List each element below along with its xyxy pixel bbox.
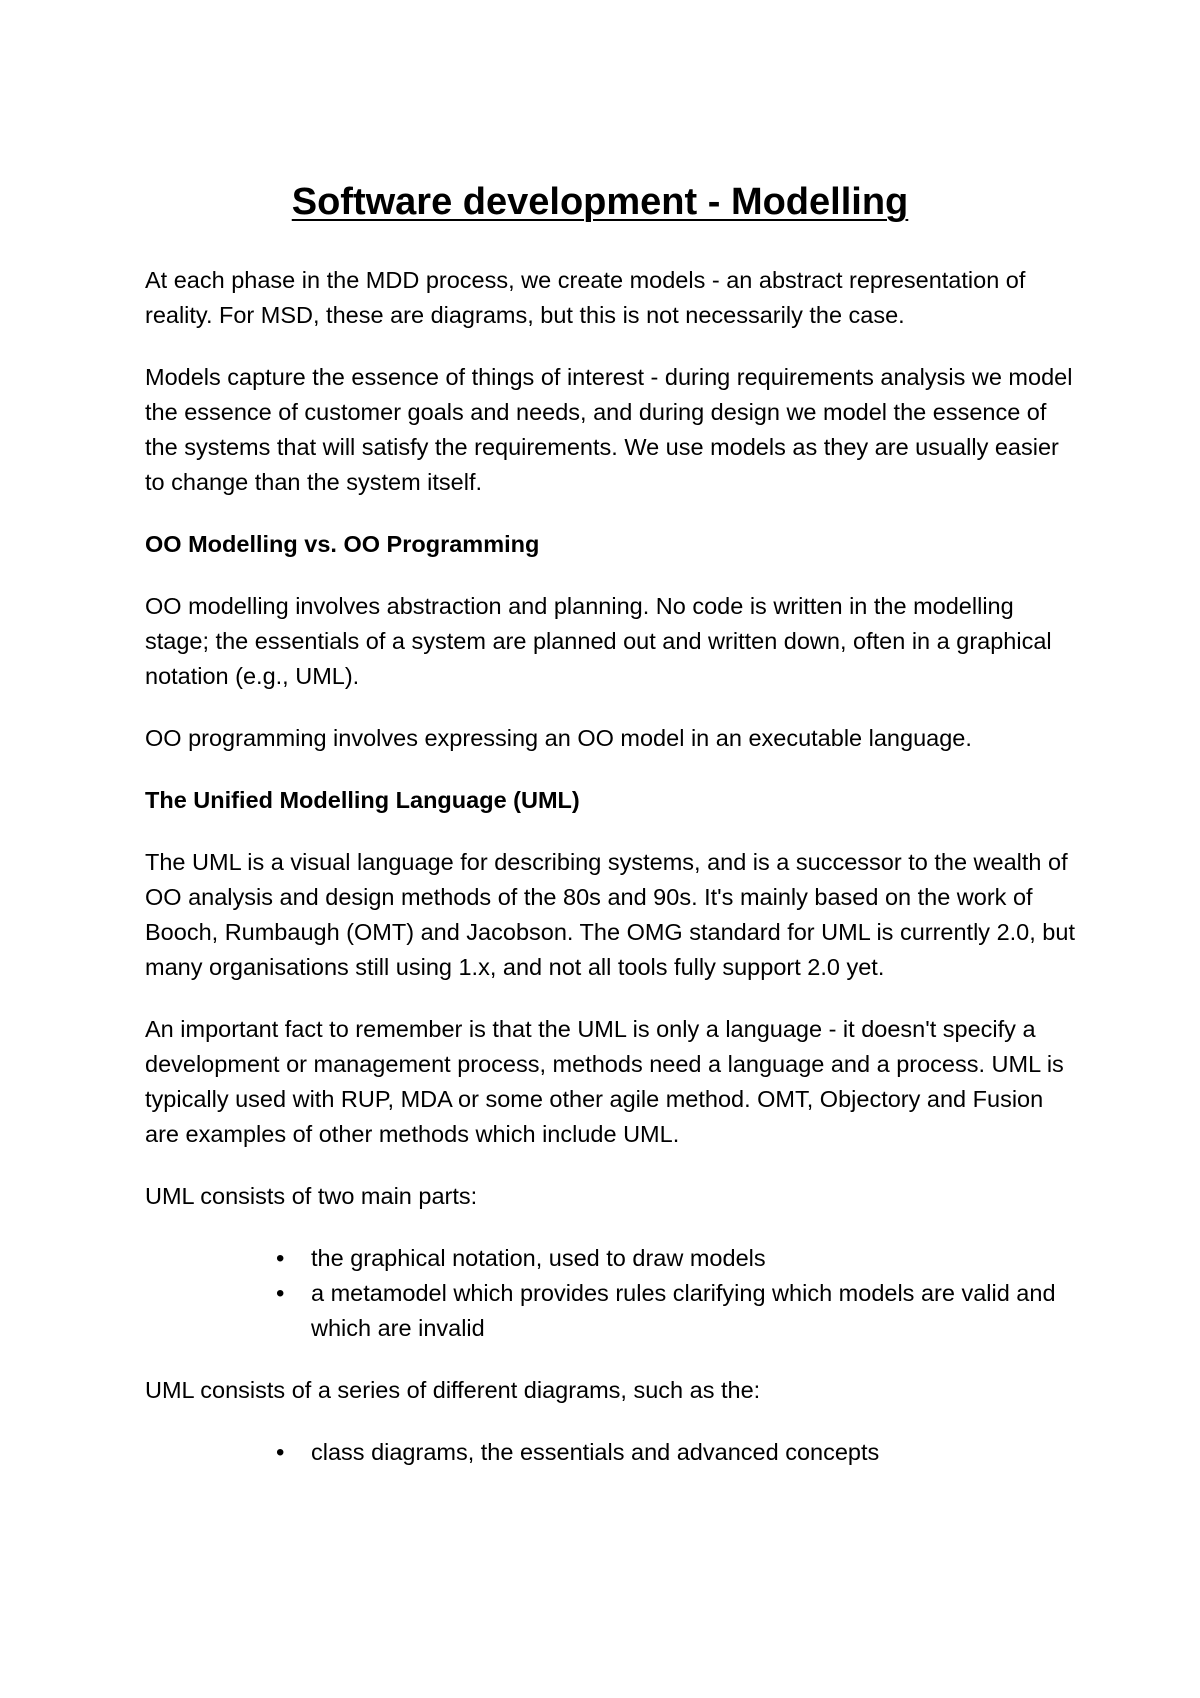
list-item bbox=[276, 1435, 1075, 1470]
paragraph-uml-only-language: An important fact to remember is that the UML is only a language - it doesn't specify a development or management process, methods need a language and a process. UML is typically used with RUP, MDA or some other agile method. OMT, Objectory and Fusion are examples of other methods which include UML. bbox=[145, 1016, 1064, 1147]
bullet-icon: • bbox=[276, 1245, 285, 1272]
paragraph-models-capture: Models capture the essence of things of interest - during requirements analysis we model the essence of customer goals and needs, and during design we model the essence of the systems that will satisfy the requirements. We use models as they are usually easier to change than the system itself. bbox=[145, 364, 1073, 495]
paragraph-uml-diagrams: UML consists of a series of different diagrams, such as the: bbox=[145, 1377, 761, 1403]
paragraph-mdd-models: At each phase in the MDD process, we create models - an abstract representation of reality. For MSD, these are diagrams, but this is not necessarily the case. bbox=[145, 267, 1026, 328]
paragraph-oo-modelling: OO modelling involves abstraction and planning. No code is written in the modelling stage; the essentials of a system are planned out and written down, often in a graphical notation (e.g., UML). bbox=[145, 593, 1052, 689]
list-item-text: class diagrams, the essentials and advanced concepts bbox=[311, 1439, 880, 1465]
document-body bbox=[145, 263, 1075, 1497]
bullet-icon: • bbox=[276, 1280, 285, 1307]
paragraph-uml-two-parts: UML consists of two main parts: bbox=[145, 1183, 478, 1209]
list-item-text: the graphical notation, used to draw models bbox=[311, 1245, 766, 1271]
heading-uml: The Unified Modelling Language (UML) bbox=[145, 787, 580, 813]
page-title: Software development - Modelling bbox=[291, 181, 909, 223]
paragraph-oo-programming: OO programming involves expressing an OO model in an executable language. bbox=[145, 725, 972, 751]
uml-parts-list bbox=[145, 1241, 1075, 1346]
list-item bbox=[276, 1276, 1075, 1346]
heading-oo-modelling-vs-programming: OO Modelling vs. OO Programming bbox=[145, 531, 540, 557]
list-item bbox=[276, 1241, 1075, 1276]
list-item-text: a metamodel which provides rules clarifying which models are valid and which are invalid bbox=[311, 1280, 1056, 1341]
paragraph-uml-visual-language: The UML is a visual language for describing systems, and is a successor to the wealth of OO analysis and design methods of the 80s and 90s. It's mainly based on the work of Booch, Rumbaugh (OMT) and Jacobson. The OMG standard for UML is currently 2.0, but many organisations still using 1.x, and not all tools fully support 2.0 yet. bbox=[145, 849, 1075, 980]
bullet-icon: • bbox=[276, 1439, 285, 1466]
uml-diagrams-list bbox=[145, 1435, 1075, 1470]
